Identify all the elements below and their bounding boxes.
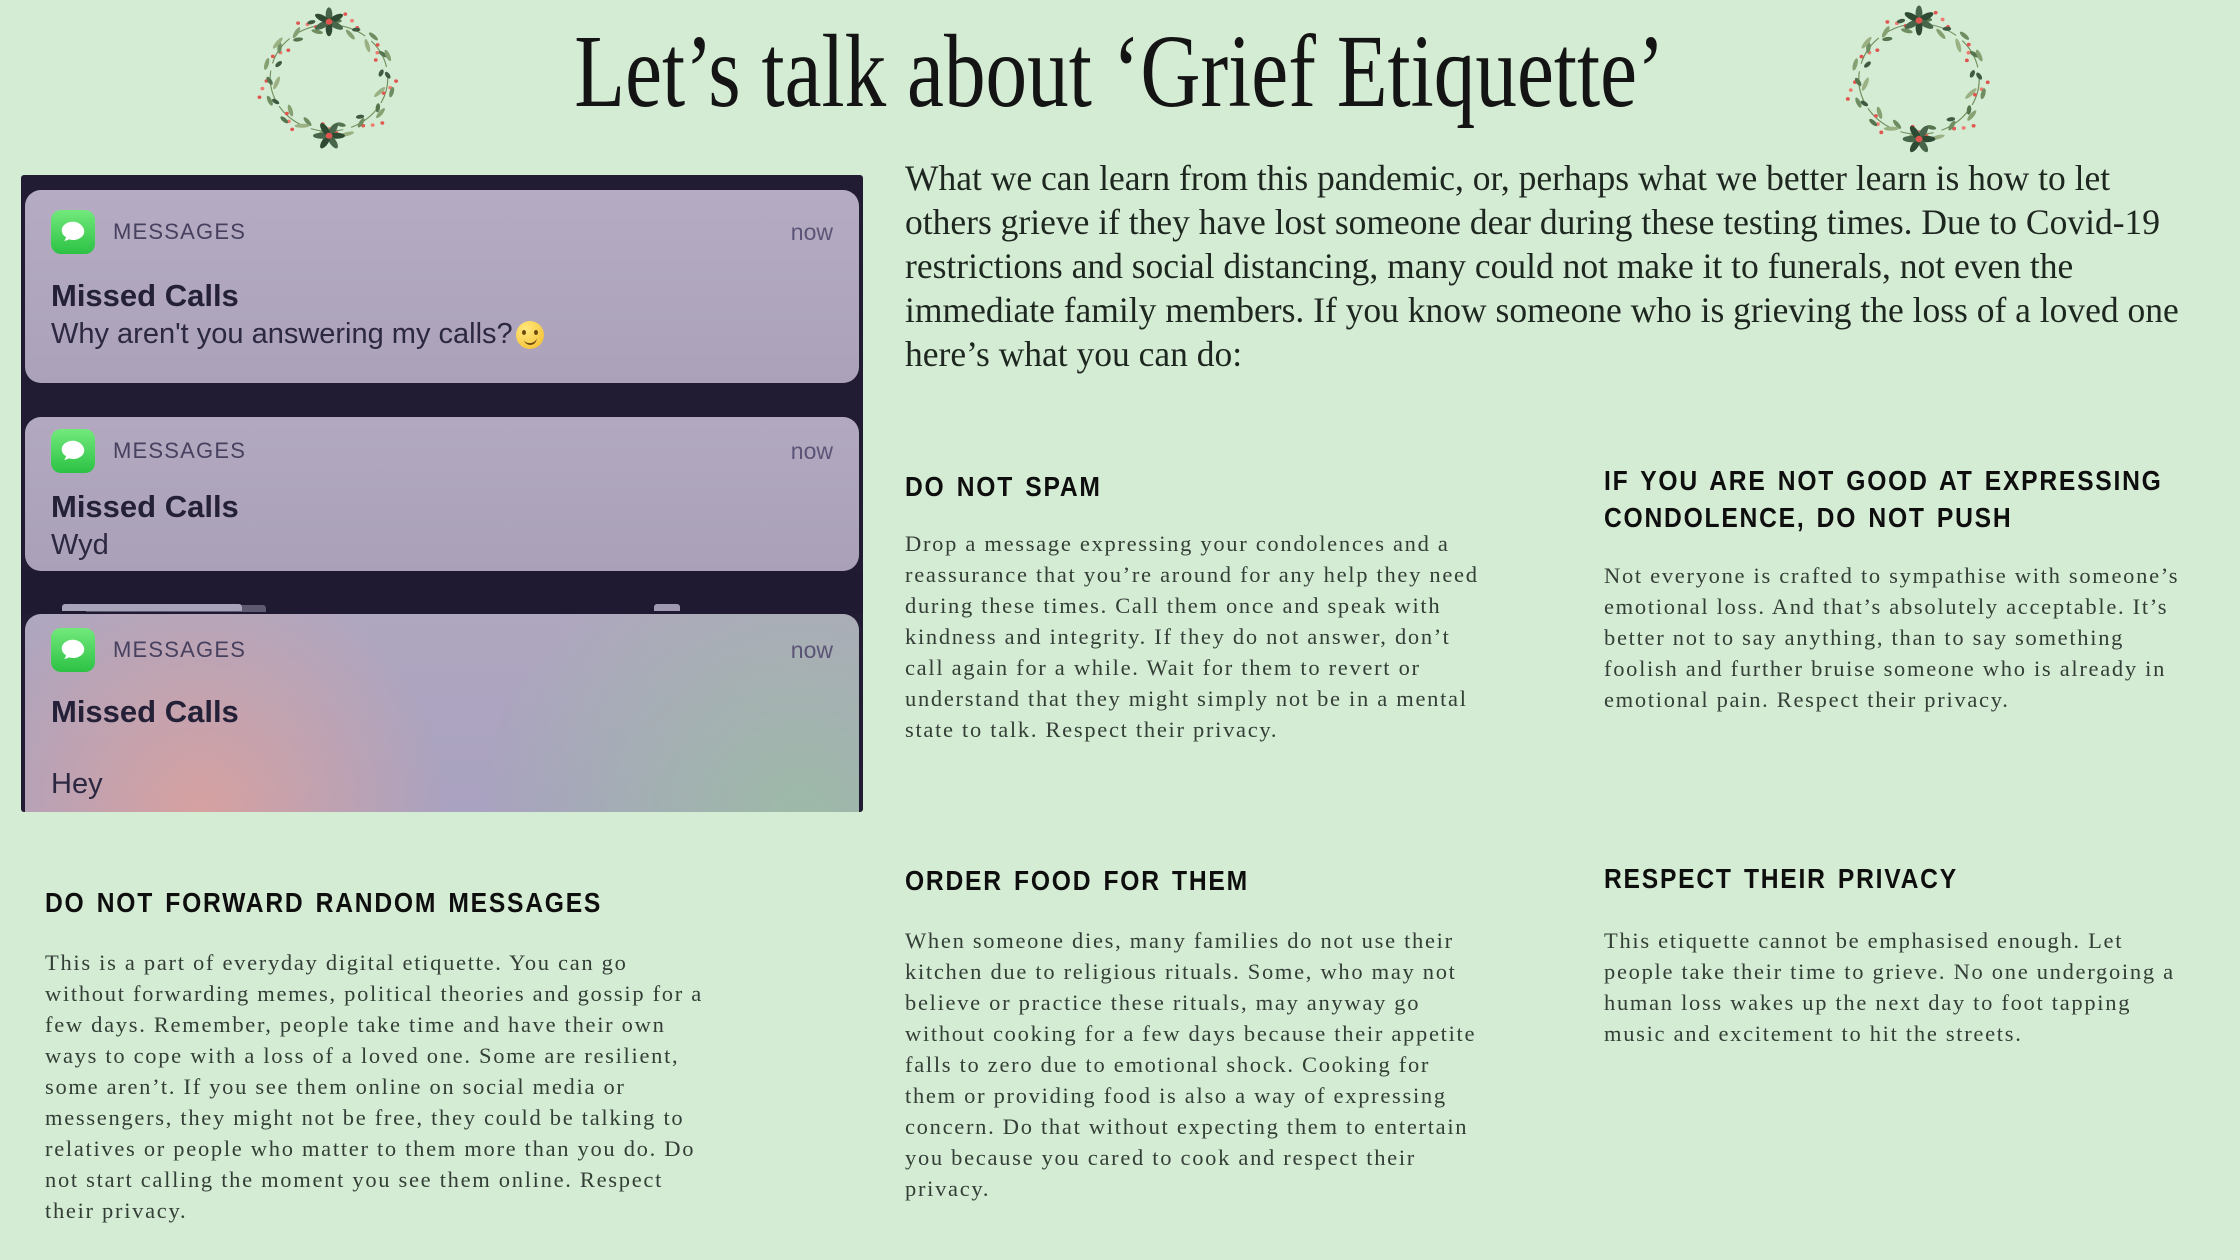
section-heading: RESPECT THEIR PRIVACY (1604, 863, 1958, 894)
occluded-notification-band (21, 571, 863, 614)
notification-message (51, 318, 833, 351)
section-do-not-spam (905, 468, 1565, 745)
wreath-icon (1833, 0, 2005, 158)
section-heading: DO NOT SPAM (905, 471, 1102, 502)
notification-title: Missed Calls (51, 278, 239, 313)
notification-card (25, 417, 859, 571)
smirking-face-emoji (516, 321, 544, 349)
timestamp: now (790, 437, 833, 464)
timestamp: now (790, 636, 833, 663)
notification-card (25, 190, 859, 383)
app-name: MESSAGES (113, 637, 247, 662)
message-text: Hey (51, 768, 103, 800)
notification-header (51, 614, 833, 672)
section-body: Drop a message expressing your condolences and a reassurance that you’re around for any help they need during these times. Call them once and speak with kindness and integrity. If they do not answer, don’t call again for a while. Wait for them to revert or understand that they might simply not be in a mental state to talk. Respect their privacy. (905, 531, 1479, 742)
notification-message (51, 768, 833, 801)
section-do-not-forward (45, 884, 805, 1226)
page-title: Let’s talk about ‘Grief Etiquette’ (574, 14, 1666, 129)
section-body: This is a part of everyday digital etiquette. You can go without forwarding memes, political theories and gossip for a few days. Remember, people take time and have their own ways to cope with a loss of a loved one. Some are resilient, some aren’t. If you see them online on social media or messengers, they might not be free, they could be talking to relatives or people who matter to them more than you do. Do not start calling the moment you see them online. Respect their privacy. (45, 950, 703, 1223)
notification-title: Missed Calls (51, 694, 239, 729)
section-do-not-push (1604, 462, 2240, 715)
messages-app-icon (51, 429, 95, 473)
section-body: Not everyone is crafted to sympathise with someone’s emotional loss. And that’s absolutely acceptable. It’s better not to say anything, than to say something foolish and further bruise someone who is already in emotional pain. Respect their privacy. (1604, 563, 2180, 712)
section-heading: DO NOT FORWARD RANDOM MESSAGES (45, 887, 603, 918)
section-heading: ORDER FOOD FOR THEM (905, 865, 1249, 896)
section-respect-privacy (1604, 860, 2240, 1049)
section-heading: IF YOU ARE NOT GOOD AT EXPRESSING CONDOLENCE, DO NOT PUSH (1604, 465, 2163, 533)
app-name: MESSAGES (113, 219, 247, 244)
intro-paragraph: What we can learn from this pandemic, or, perhaps what we better learn is how to let others grieve if they have lost someone dear during these testing times. Due to Covid-19 restrictions and social distancing, many could not make it to funerals, not even the immediate family members. If you know someone who is grieving the loss of a loved one here’s what you can do: (905, 158, 2179, 374)
timestamp: now (790, 218, 833, 245)
notification-message (51, 529, 833, 562)
phone-notifications-screenshot (21, 175, 863, 812)
messages-app-icon (51, 628, 95, 672)
notification-card (25, 614, 859, 812)
notification-header (51, 417, 833, 473)
notification-header (51, 190, 833, 254)
notification-title: Missed Calls (51, 489, 239, 524)
message-text: Why aren't you answering my calls? (51, 318, 513, 350)
section-body: When someone dies, many families do not use their kitchen due to religious rituals. Some, who may not believe or practice these rituals, may anyway go without cooking for a few days because their appetite falls to zero due to emotional shock. Cooking for them or providing food is also a way of expressing concern. Do that without expecting them to entertain you because you cared to cook and respect their privacy. (905, 928, 1477, 1201)
message-text: Wyd (51, 529, 109, 561)
app-name: MESSAGES (113, 438, 247, 463)
messages-app-icon (51, 210, 95, 254)
section-order-food (905, 862, 1565, 1204)
section-body: This etiquette cannot be emphasised enough. Let people take their time to grieve. No one undergoing a human loss wakes up the next day to foot tapping music and excitement to hit the streets. (1604, 928, 2175, 1046)
